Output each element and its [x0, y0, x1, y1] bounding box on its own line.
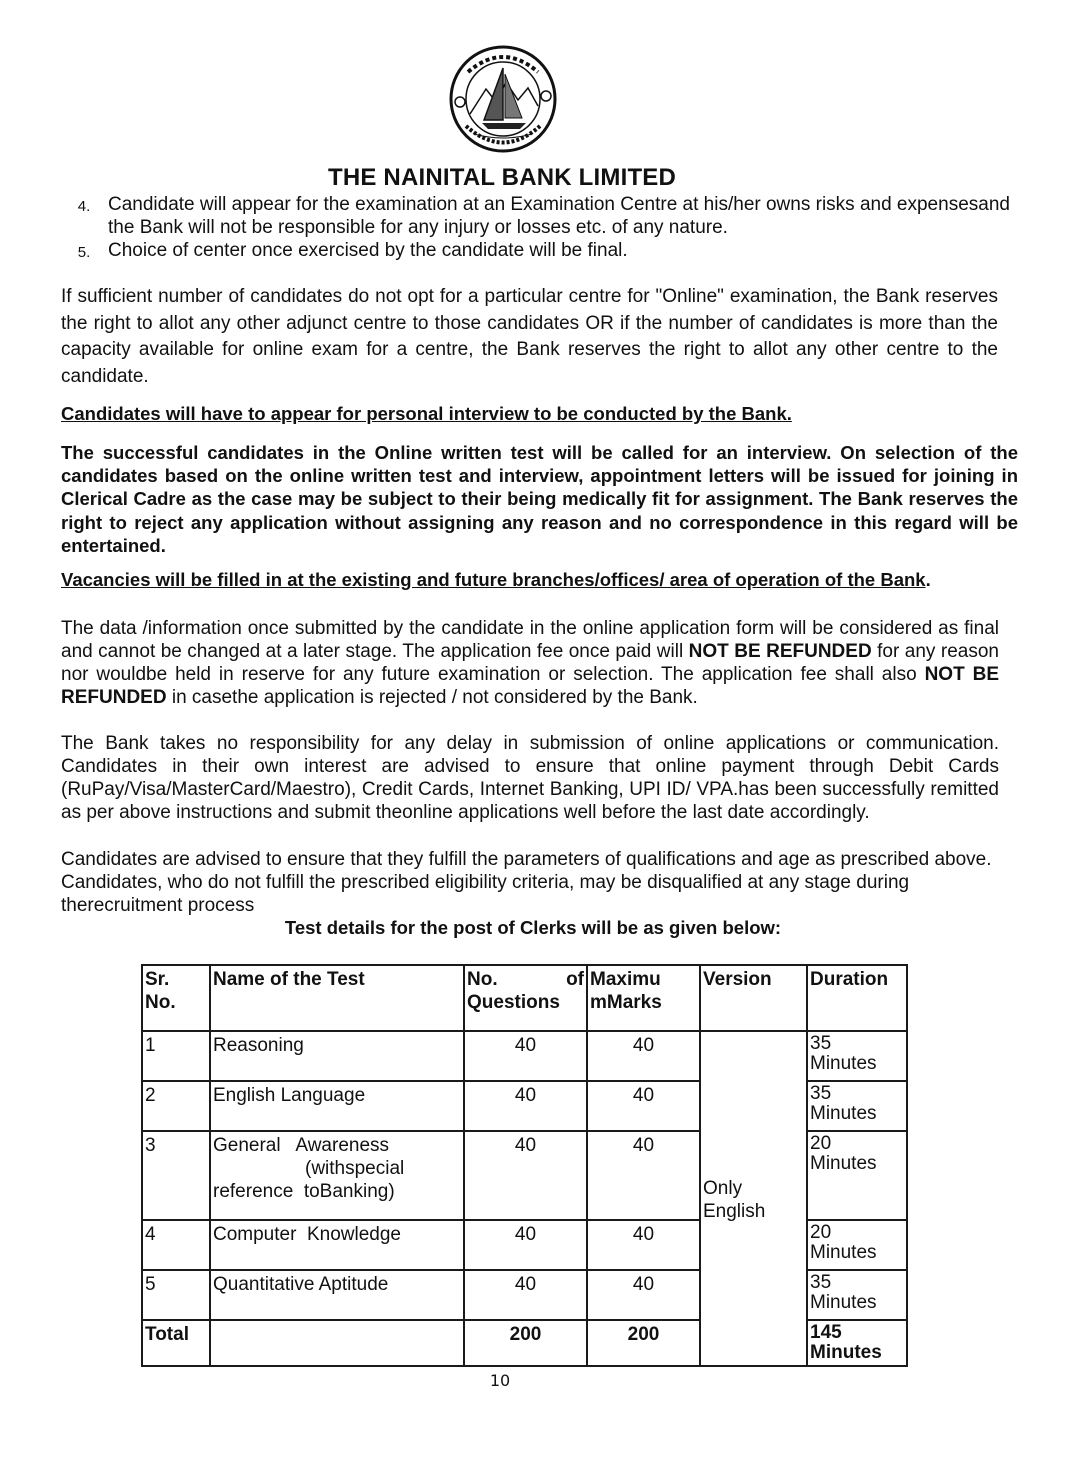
cell-test-name: Computer Knowledge — [210, 1220, 464, 1270]
list-number: 4. — [77, 198, 91, 215]
list-text: Candidate will appear for the examination at an Examination Centre at his/her owns risks and expensesand the Bank will not be responsible for any injury or losses etc. of any nature. — [108, 194, 1010, 238]
header-sr-no — [142, 965, 210, 1031]
not-refunded-emphasis: NOT BE REFUNDED — [688, 641, 872, 662]
duration-unit: Minutes — [810, 1292, 877, 1313]
header-text: Sr. — [145, 969, 170, 990]
duration-unit: Minutes — [810, 1153, 877, 1174]
version-text: Only — [703, 1177, 743, 1199]
duration-value: 20 — [810, 1222, 832, 1243]
cell-marks: 40 — [587, 1220, 700, 1270]
cell-questions: 40 — [464, 1270, 587, 1320]
header-text: of — [566, 969, 584, 990]
test-name-text: General Awareness — [213, 1135, 390, 1156]
centre-allotment-paragraph: If sufficient number of candidates do not opt for a particular centre for "Online" examination, the Bank reserves the right to allot any other adjunct centre to those candidates OR if the number of candidates is more than the capacity available for online exam for a centre, the Bank reserves the right to allot any other centre to the candidate. — [61, 286, 998, 387]
cell-total-questions: 200 — [464, 1320, 587, 1366]
cell-test-name: Quantitative Aptitude — [210, 1270, 464, 1320]
cell-sr: 2 — [142, 1081, 210, 1131]
page-title: THE NAINITAL BANK LIMITED — [327, 164, 677, 191]
test-name-text: reference toBanking) — [213, 1181, 395, 1202]
list-text: Choice of center once exercised by the candidate will be final. — [108, 240, 628, 261]
cell-duration — [807, 1270, 907, 1320]
test-name-text: (withspecial — [305, 1158, 405, 1179]
duration-value: 35 — [810, 1033, 832, 1054]
text-segment: for any reason nor wouldbe held in reserve for any future examination or selection. The application fee shall also — [61, 641, 999, 685]
cell-sr: 4 — [142, 1220, 210, 1270]
header-questions — [464, 965, 587, 1031]
cell-questions: 40 — [464, 1031, 587, 1081]
responsibility-paragraph: The Bank takes no responsibility for any delay in submission of online applications or communication. Candidates in their own interest are advised to ensure that online payment through Debit Cards (RuPay/Visa/MasterCard/Maestro), Credit Cards, Internet Banking, UPI ID/ VPA.has been successfully remitted as per above instructions and submit theonline applications well before the last date accordingly. — [61, 733, 999, 823]
not-refunded-emphasis: NOT BE REFUNDED — [61, 664, 999, 708]
cell-duration — [807, 1220, 907, 1270]
header-max-marks — [587, 965, 700, 1031]
header-text: mMarks — [590, 992, 662, 1013]
interview-heading: Candidates will have to appear for personal interview to be conducted by the Bank. — [61, 403, 792, 424]
text-segment: The data /information once submitted by the candidate in the online application form will be considered as final and cannot be changed at a later stage. The application fee once paid will — [61, 618, 999, 662]
header-duration: Duration — [807, 965, 907, 1031]
cell-marks: 40 — [587, 1031, 700, 1081]
text-segment: in casethe application is rejected / not considered by the Bank. — [166, 687, 698, 708]
cell-duration — [807, 1081, 907, 1131]
vacancies-heading-period: . — [925, 569, 931, 590]
table-row — [142, 1031, 907, 1081]
header-text: No. — [467, 969, 498, 990]
cell-empty — [210, 1320, 464, 1366]
cell-questions: 40 — [464, 1131, 587, 1220]
cell-duration — [807, 1131, 907, 1220]
cell-marks: 40 — [587, 1081, 700, 1131]
vacancies-heading-text: Vacancies will be filled in at the existing and future branches/offices/ area of operation of the Bank — [61, 569, 926, 590]
duration-unit: Minutes — [810, 1053, 877, 1074]
duration-unit: Minutes — [810, 1342, 882, 1363]
cell-sr: 5 — [142, 1270, 210, 1320]
cell-total-label: Total — [142, 1320, 210, 1366]
test-details-table — [141, 964, 908, 1367]
cell-marks: 40 — [587, 1131, 700, 1220]
header-text: Maximu — [590, 969, 661, 990]
duration-value: 35 — [810, 1272, 832, 1293]
cell-questions: 40 — [464, 1081, 587, 1131]
nainital-bank-emblem-icon — [448, 44, 558, 154]
header-test-name: Name of the Test — [210, 965, 464, 1031]
interview-paragraph: The successful candidates in the Online written test will be called for an interview. On selection of the candidates based on the online written test and interview, appointment letters will be issued for joining in Clerical Cadre as the case may be subject to their being medically fit for assignment. The Bank reserves the right to reject any application without assigning any reason and no correspondence in this regard will be entertained. — [61, 442, 1018, 556]
eligibility-paragraph: Candidates are advised to ensure that they fulfill the parameters of qualifications and age as prescribed above. Candidates, who do not fulfill the prescribed eligibility criteria, may be disqualified at any stage during therecruitment process — [61, 849, 992, 916]
header-text: No. — [145, 992, 176, 1013]
header-text: Questions — [467, 992, 560, 1013]
table-caption: Test details for the post of Clerks will be as given below: — [284, 917, 782, 938]
cell-duration — [807, 1031, 907, 1081]
cell-test-name: Reasoning — [210, 1031, 464, 1081]
duration-unit: Minutes — [810, 1103, 877, 1124]
cell-questions: 40 — [464, 1220, 587, 1270]
cell-total-marks: 200 — [587, 1320, 700, 1366]
data-information-paragraph — [61, 617, 999, 709]
cell-test-name: English Language — [210, 1081, 464, 1131]
duration-value: 145 — [810, 1322, 842, 1343]
duration-unit: Minutes — [810, 1242, 877, 1263]
duration-value: 20 — [810, 1133, 832, 1154]
list-item — [60, 193, 1020, 239]
cell-marks: 40 — [587, 1270, 700, 1320]
header-version: Version — [700, 965, 807, 1031]
cell-total-duration — [807, 1320, 907, 1366]
numbered-list — [60, 193, 1020, 264]
page-number: 10 — [489, 1371, 511, 1390]
list-item — [60, 239, 1020, 264]
table-header-row — [142, 965, 907, 1031]
cell-test-name — [210, 1131, 464, 1220]
list-number: 5. — [77, 244, 91, 261]
cell-sr: 3 — [142, 1131, 210, 1220]
vacancies-heading — [61, 569, 931, 591]
cell-version — [700, 1031, 807, 1366]
bank-logo — [448, 44, 558, 154]
duration-value: 35 — [810, 1083, 832, 1104]
version-text: English — [703, 1200, 766, 1222]
cell-sr: 1 — [142, 1031, 210, 1081]
